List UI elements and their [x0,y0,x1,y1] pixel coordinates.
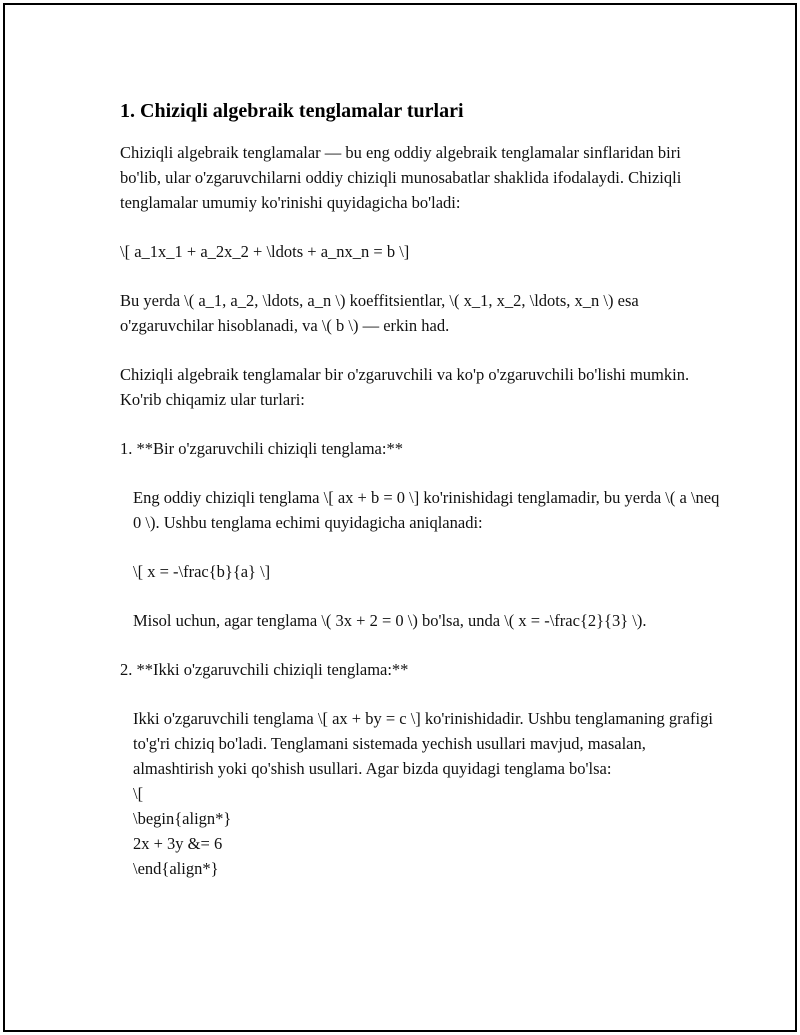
list-item-1-body: Eng oddiy chiziqli tenglama \[ ax + b = 0 \] ko'rinishidagi tenglamadir, bu yerda \( a \neq 0 \). Ushbu tenglama echimi quyidagicha aniqlanadi: [133,488,720,532]
list-item-1-formula: \[ x = -\frac{b}{a} \] [133,562,271,581]
list-item-2-title: 2. **Ikki o'zgaruvchili chiziqli tenglama:** [120,660,409,679]
intro-paragraph: Chiziqli algebraik tenglamalar — bu eng oddiy algebraik tenglamalar sinflaridan biri bo'lib, ular o'zgaruvchilarni oddiy chiziqli munosabatlar shaklida ifodalaydi. Chiziqli tenglamalar umumiy ko'rinishi quyidagicha bo'ladi: [120,143,682,212]
types-intro-paragraph: Chiziqli algebraik tenglamalar bir o'zgaruvchili va ko'p o'zgaruvchili bo'lishi mumkin. Ko'rib chiqamiz ular turlari: [120,365,690,409]
code-line: \begin{align*} [133,809,232,828]
document-content [120,97,720,881]
latex-code-block [120,781,720,881]
code-line: \end{align*} [133,859,219,878]
list-item-1-title: 1. **Bir o'zgaruvchili chiziqli tenglama:** [120,439,403,458]
document-page [3,3,797,1032]
list-item-1-example: Misol uchun, agar tenglama \( 3x + 2 = 0 \) bo'lsa, unda \( x = -\frac{2}{3} \). [133,611,647,630]
list-item-2-body: Ikki o'zgaruvchili tenglama \[ ax + by = c \] ko'rinishidadir. Ushbu tenglamaning grafigi to'g'ri chiziq bo'ladi. Tenglamani sistemada yechish usullari mavjud, masalan, almashtirish yoki qo'shish usullari. Agar bizda quyidagi tenglama bo'lsa: [133,709,713,778]
general-formula: \[ a_1x_1 + a_2x_2 + \ldots + a_nx_n = b \] [120,242,410,261]
code-line: \[ [133,784,144,803]
explanation-paragraph: Bu yerda \( a_1, a_2, \ldots, a_n \) koeffitsientlar, \( x_1, x_2, \ldots, x_n \) esa o'zgaruvchilar hisoblanadi, va \( b \) — erkin had. [120,291,639,335]
code-line: 2x + 3y &= 6 [133,834,223,853]
section-heading: 1. Chiziqli algebraik tenglamalar turlari [120,100,464,122]
